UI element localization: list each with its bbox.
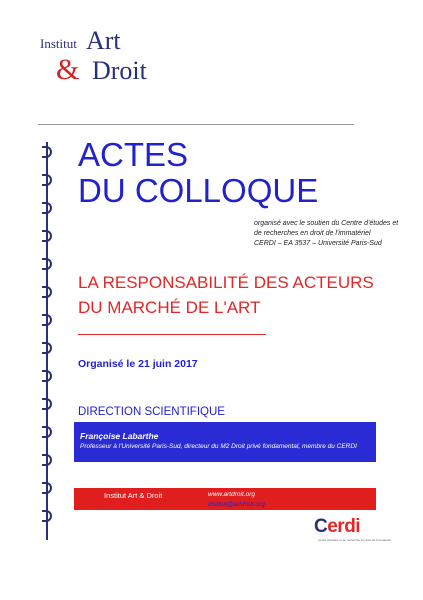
binding-ring xyxy=(42,202,52,214)
spiral-binding-decoration xyxy=(42,142,54,542)
logo-institut-text: Institut xyxy=(40,36,77,51)
footer-email-link[interactable]: institut@artdroit.org xyxy=(208,501,265,508)
cerdi-tagline: centre d'études et de recherche en droit de l'immatériel xyxy=(318,538,392,542)
subtitle-underline xyxy=(78,334,266,335)
footer-website-link[interactable]: www.artdroit.org xyxy=(208,491,255,498)
binding-ring xyxy=(42,258,52,270)
logo-ampersand: & xyxy=(56,53,80,86)
cerdi-logo-text: erdi xyxy=(327,516,361,537)
binding-ring xyxy=(42,426,52,438)
support-note-line: de recherches en droit de l'immatériel xyxy=(254,230,371,237)
colloquium-subtitle-line1: LA RESPONSABILITÉ DES ACTEURS xyxy=(78,273,374,292)
document-title-line1: ACTES xyxy=(78,136,189,173)
binding-ring xyxy=(42,146,52,158)
support-note xyxy=(254,219,398,249)
binding-ring xyxy=(42,482,52,494)
support-note-line: CERDI – EA 3537 – Université Paris-Sud xyxy=(254,240,382,247)
cerdi-logo-c: C xyxy=(314,516,328,537)
binding-ring xyxy=(42,510,52,522)
binding-ring xyxy=(42,398,52,410)
colloquium-subtitle-line2: DU MARCHÉ DE L'ART xyxy=(78,298,261,317)
direction-heading: DIRECTION SCIENTIFIQUE xyxy=(78,406,225,418)
director-role: Professeur à l'Université Paris-Sud, directeur du M2 Droit privé fondamental, membre du CERDI xyxy=(80,443,357,450)
binding-ring xyxy=(42,454,52,466)
binding-ring xyxy=(42,230,52,242)
support-note-line: organisé avec le soutien du Centre d'études et xyxy=(254,220,399,227)
binding-ring xyxy=(42,342,52,354)
event-date: Organisé le 21 juin 2017 xyxy=(78,358,198,370)
binding-ring xyxy=(42,174,52,186)
binding-ring xyxy=(42,370,52,382)
top-divider xyxy=(38,124,354,125)
binding-ring xyxy=(42,314,52,326)
document-title-line2: DU COLLOQUE xyxy=(78,172,319,209)
binding-ring xyxy=(42,286,52,298)
logo-art-text: Art xyxy=(86,26,121,55)
logo-droit-text: Droit xyxy=(92,56,147,85)
cerdi-logo xyxy=(314,516,360,538)
direction-box xyxy=(74,422,376,462)
footer-institute-name: Institut Art & Droit xyxy=(104,491,163,500)
director-name: Françoise Labarthe xyxy=(80,431,159,441)
